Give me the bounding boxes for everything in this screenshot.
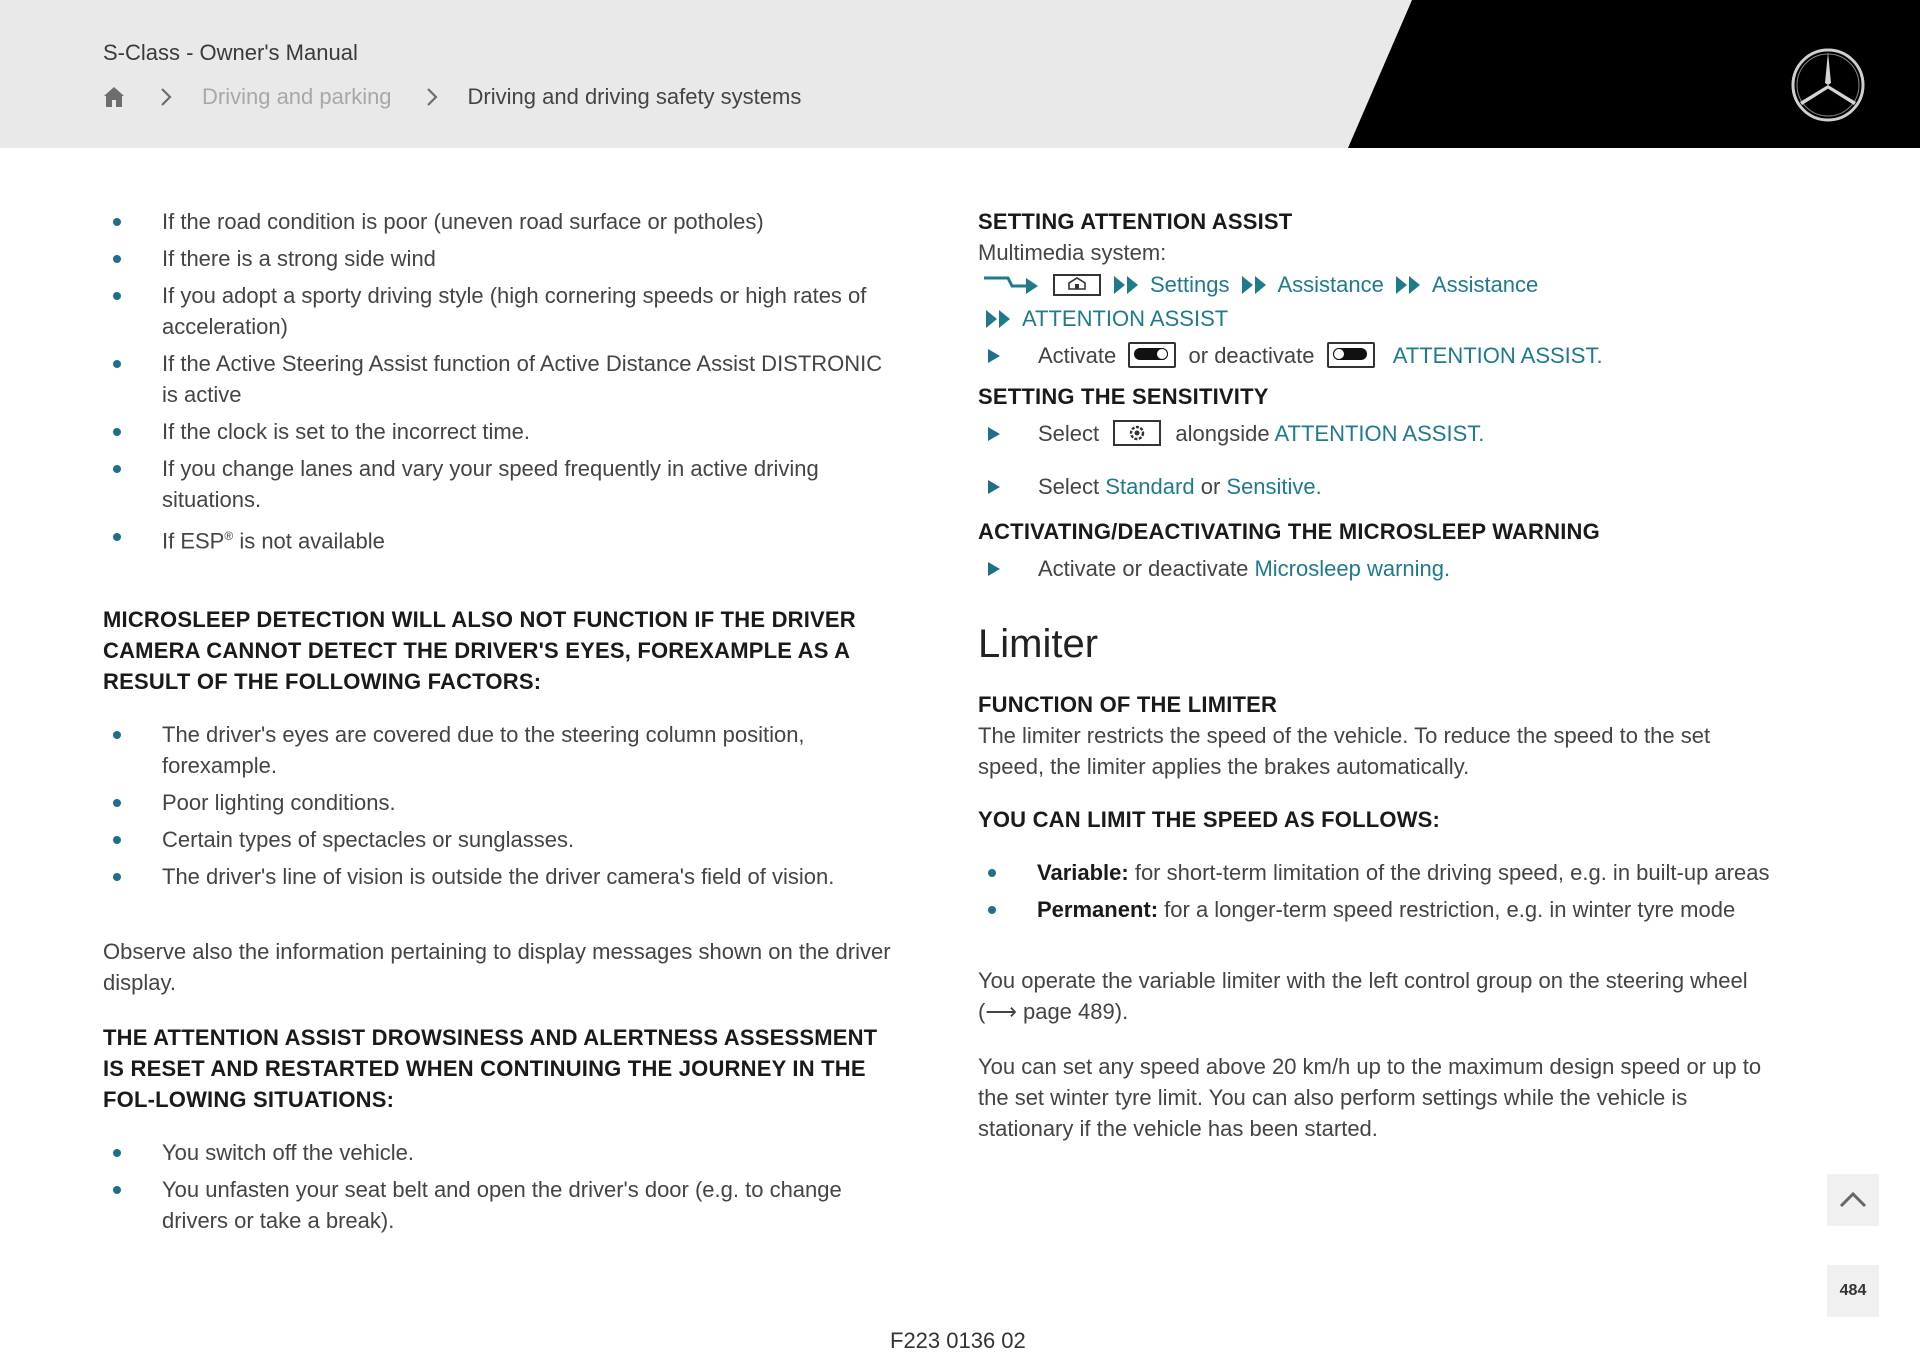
- speed-paragraph: You can set any speed above 20 km/h up to the maximum design speed or up to the set winter tyre limit. You can also perform settings while the vehicle is stationary if the vehicle has been started.: [978, 1054, 1762, 1141]
- step-arrow-icon: [988, 480, 1000, 494]
- list-item: If you change lanes and vary your speed frequently in active driving situations.: [103, 453, 903, 515]
- list-item: Variable: for short-term limitation of the driving speed, e.g. in built-up areas: [978, 857, 1778, 888]
- microsleep-warning-heading: ACTIVATING/DEACTIVATING THE MICROSLEEP WARNING: [978, 519, 1600, 544]
- chevron-right-icon: [152, 85, 180, 109]
- list-item: Certain types of spectacles or sunglasses.: [103, 824, 903, 855]
- list-item: The driver's line of vision is outside the driver camera's field of vision.: [103, 861, 903, 892]
- right-column: [978, 206, 1778, 1144]
- mercedes-star-logo: [1790, 47, 1866, 123]
- home-icon[interactable]: [102, 85, 126, 109]
- page-header: [0, 0, 1920, 148]
- breadcrumb: [102, 82, 801, 112]
- list-item: If ESP® is not available: [103, 521, 903, 556]
- menu-assistance[interactable]: Assistance: [1277, 272, 1384, 297]
- figure-code: F223 0136 02: [890, 1328, 1026, 1353]
- bullet-dot: [113, 836, 121, 844]
- list-item: Permanent: for a longer-term speed restriction, e.g. in winter tyre mode: [978, 894, 1778, 925]
- list-item: You unfasten your seat belt and open the driver's door (e.g. to change drivers or take a break).: [103, 1174, 903, 1236]
- step-arrow-icon: [988, 349, 1000, 363]
- bullet-dot: [113, 255, 121, 263]
- bullet-dot: [113, 292, 121, 300]
- list-item: If you adopt a sporty driving style (high cornering speeds or high rates of acceleration): [103, 280, 903, 342]
- double-chevron-icon: [1240, 274, 1272, 296]
- breadcrumb-current: Driving and driving safety systems: [467, 84, 802, 109]
- limiter-title: Limiter: [978, 622, 1099, 666]
- bullet-dot: [113, 1186, 121, 1194]
- left-column: [103, 206, 903, 1242]
- standard-option[interactable]: Standard: [1105, 474, 1195, 499]
- breadcrumb-driving-and-parking[interactable]: Driving and parking: [202, 84, 392, 109]
- list-item: If the road condition is poor (uneven road surface or potholes): [103, 206, 903, 237]
- multimedia-label: Multimedia system:: [978, 240, 1167, 265]
- select-gear-step: Select alongside ATTENTION ASSIST.: [978, 418, 1778, 449]
- step-arrow-icon: [988, 562, 1000, 576]
- reset-situations-heading: THE ATTENTION ASSIST DROWSINESS AND ALERTNESS ASSESSMENT IS RESET AND RESTARTED WHEN CONTINUING THE JOURNEY IN THE FOL-LOWING SITUATIONS:: [103, 1025, 878, 1113]
- microsleep-factors-heading: MICROSLEEP DETECTION WILL ALSO NOT FUNCTION IF THE DRIVER CAMERA CANNOT DETECT THE DRIVER'S EYES, FOREXAMPLE AS A RESULT OF THE FOLLOWING FACTORS:: [103, 607, 856, 695]
- setting-attention-assist-heading: SETTING ATTENTION ASSIST: [978, 209, 1293, 234]
- reset-situations-list: [103, 1137, 903, 1236]
- eye-factors-list: [103, 719, 903, 892]
- home-button-icon: [1052, 272, 1102, 298]
- list-item: You switch off the vehicle.: [103, 1137, 903, 1168]
- function-of-limiter-heading: FUNCTION OF THE LIMITER: [978, 692, 1278, 717]
- menu-path-arrow-icon: [978, 272, 1044, 298]
- menu-assistance-sub[interactable]: Assistance: [1431, 272, 1539, 297]
- limit-speed-heading: YOU CAN LIMIT THE SPEED AS FOLLOWS:: [978, 807, 1441, 832]
- list-item: If there is a strong side wind: [103, 243, 903, 274]
- road-condition-list: [103, 206, 903, 556]
- select-sensitivity-step: Select Standard or Sensitive.: [978, 471, 1778, 502]
- bullet-dot: [113, 465, 121, 473]
- list-item: If the clock is set to the incorrect time.: [103, 416, 903, 447]
- list-item: Poor lighting conditions.: [103, 787, 903, 818]
- observe-paragraph: Observe also the information pertaining to display messages shown on the driver display.: [103, 939, 891, 996]
- bullet-dot: [113, 1149, 121, 1157]
- scroll-to-top-button[interactable]: [1827, 1174, 1879, 1226]
- bullet-dot: [113, 731, 121, 739]
- toggle-on-icon: [1128, 342, 1176, 368]
- step-arrow-icon: [988, 427, 1000, 441]
- bullet-dot: [988, 869, 996, 877]
- bullet-dot: [113, 799, 121, 807]
- bullet-dot: [113, 218, 121, 226]
- microsleep-step: Activate or deactivate Microsleep warning.: [978, 553, 1778, 584]
- alongside-attention-assist-link[interactable]: ATTENTION ASSIST.: [1274, 421, 1485, 446]
- bullet-dot: [113, 533, 121, 541]
- gear-button-icon: [1113, 420, 1161, 446]
- page-number-button[interactable]: 484: [1827, 1265, 1879, 1317]
- chevron-right-icon: [418, 85, 446, 109]
- bullet-dot: [113, 360, 121, 368]
- activate-step: Activate or deactivate ATTENTION ASSIST.: [978, 340, 1778, 371]
- operate-paragraph: You operate the variable limiter with the left control group on the steering wheel (⟶ page 489).: [978, 968, 1748, 1024]
- bullet-dot: [113, 428, 121, 436]
- toggle-off-icon: [1327, 342, 1375, 368]
- menu-settings[interactable]: Settings: [1150, 272, 1230, 297]
- microsleep-warning-link[interactable]: Microsleep warning.: [1254, 556, 1451, 581]
- double-chevron-icon: [1112, 274, 1144, 296]
- attention-assist-link[interactable]: ATTENTION ASSIST.: [1392, 343, 1603, 368]
- function-paragraph: The limiter restricts the speed of the vehicle. To reduce the speed to the set speed, the limiter applies the brakes automatically.: [978, 723, 1711, 779]
- menu-path: [978, 268, 1778, 302]
- sensitivity-heading: SETTING THE SENSITIVITY: [978, 384, 1269, 409]
- menu-path-line2: [984, 302, 1778, 336]
- double-chevron-icon: [984, 308, 1016, 330]
- list-item: The driver's eyes are covered due to the steering column position, forexample.: [103, 719, 903, 781]
- list-item: If the Active Steering Assist function of Active Distance Assist DISTRONIC is active: [103, 348, 903, 410]
- document-title: S-Class - Owner's Manual: [103, 40, 358, 65]
- bullet-dot: [988, 906, 996, 914]
- sensitive-option[interactable]: Sensitive.: [1226, 474, 1322, 499]
- menu-attention-assist[interactable]: ATTENTION ASSIST: [1022, 306, 1229, 331]
- limit-options-list: [978, 857, 1778, 925]
- chevron-up-icon: [1827, 1174, 1879, 1226]
- double-chevron-icon: [1394, 274, 1426, 296]
- bullet-dot: [113, 873, 121, 881]
